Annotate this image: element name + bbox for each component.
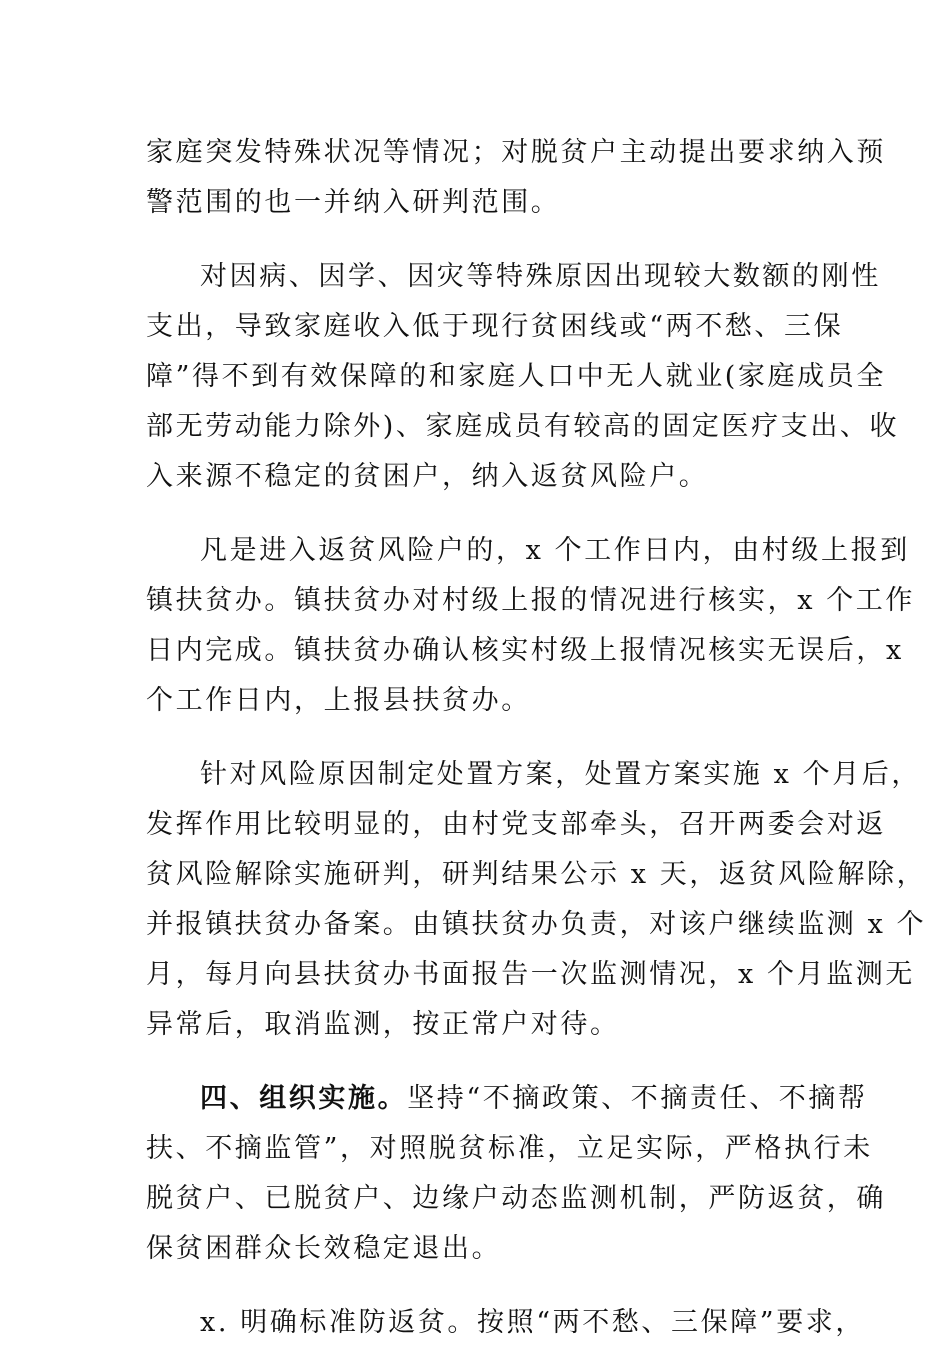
- text-line: 对因病、因学、因灾等特殊原因出现较大数额的刚性: [200, 261, 881, 292]
- text-line: [146, 1074, 868, 1124]
- text-line: 个工作日内，上报县扶贫办。: [146, 685, 531, 716]
- text-run: 坚持“不摘政策、不摘责任、不摘帮: [407, 1083, 868, 1114]
- document-body: [146, 128, 927, 1348]
- text-line: 扶、不摘监管”，对照脱贫标准，立足实际，严格执行未: [146, 1133, 873, 1164]
- paragraph: [146, 750, 927, 1050]
- text-line: 并报镇扶贫办备案。由镇扶贫办负责，对该户继续监测 x 个: [146, 909, 927, 940]
- text-line: 针对风险原因制定处置方案，处置方案实施 x 个月后，: [200, 759, 921, 790]
- text-line: 家庭突发特殊状况等情况；对脱贫户主动提出要求纳入预: [146, 137, 886, 168]
- text-line: 日内完成。镇扶贫办确认核实村级上报情况核实无误后，x: [146, 635, 904, 666]
- text-line: x. 明确标准防返贫。按照“两不愁、三保障”要求，: [200, 1307, 865, 1338]
- paragraph: [146, 526, 916, 726]
- text-line: 警范围的也一并纳入研判范围。: [146, 187, 561, 218]
- paragraph: [146, 252, 900, 502]
- paragraph: [146, 1298, 865, 1348]
- text-line: 部无劳动能力除外)、家庭成员有较高的固定医疗支出、收: [146, 411, 900, 442]
- text-line: 月，每月向县扶贫办书面报告一次监测情况，x 个月监测无: [146, 959, 916, 990]
- text-line: 保贫困群众长效稳定退出。: [146, 1233, 502, 1264]
- text-line: 入来源不稳定的贫困户，纳入返贫风险户。: [146, 461, 709, 492]
- text-line: 镇扶贫办。镇扶贫办对村级上报的情况进行核实，x 个工作: [146, 585, 916, 616]
- text-line: 支出，导致家庭收入低于现行贫困线或“两不愁、三保: [146, 311, 844, 342]
- text-line: 脱贫户、已脱贫户、边缘户动态监测机制，严防返贫，确: [146, 1183, 886, 1214]
- text-line: 障”得不到有效保障的和家庭人口中无人就业(家庭成员全: [146, 361, 886, 392]
- section-heading: 四、组织实施。: [200, 1083, 408, 1114]
- text-line: 发挥作用比较明显的，由村党支部牵头，召开两委会对返: [146, 809, 886, 840]
- text-line: 异常后，取消监测，按正常户对待。: [146, 1009, 620, 1040]
- paragraph: [146, 128, 886, 228]
- text-line: 贫风险解除实施研判，研判结果公示 x 天，返贫风险解除，: [146, 859, 927, 890]
- text-line: 凡是进入返贫风险户的，x 个工作日内，由村级上报到: [200, 535, 910, 566]
- section-paragraph: [146, 1074, 886, 1274]
